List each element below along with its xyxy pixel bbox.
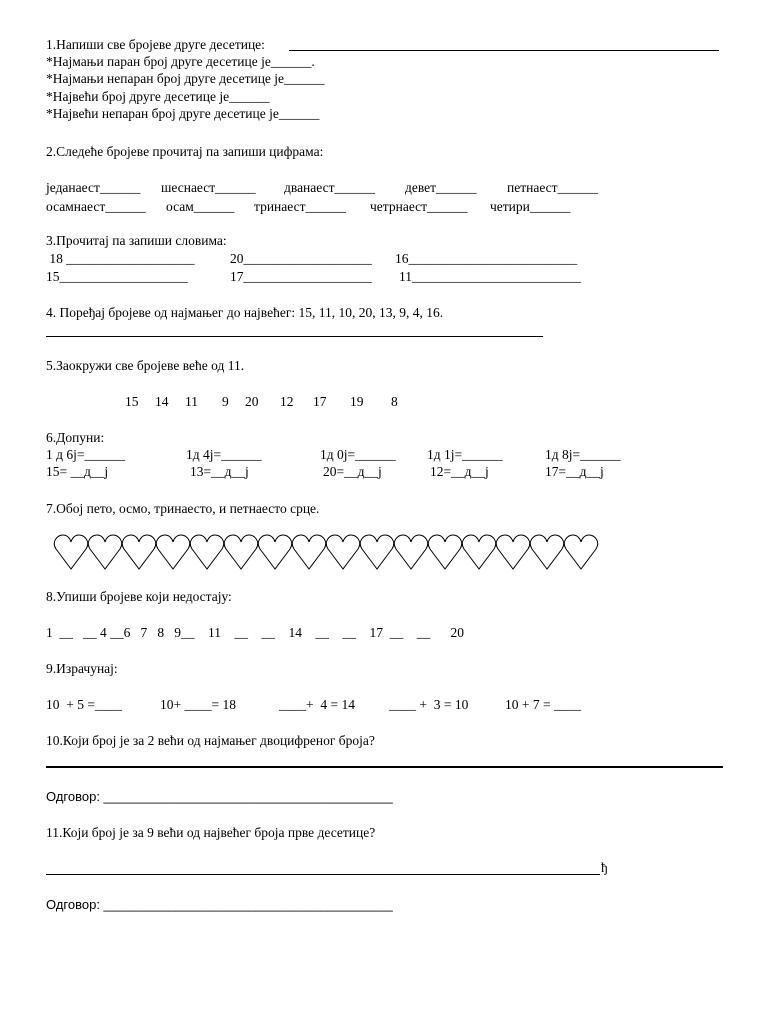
task-5-number[interactable]: 9 (222, 394, 229, 409)
task-10-title: 10.Који број је за 2 већи од најмањег двоцифреног броја? (46, 733, 375, 748)
task-8-sequence: 1 __ __ 4 __6 7 8 9__ 11 __ __ 14 __ __ 17 __ __ 20 (46, 625, 464, 640)
task-6-item: 1д 4ј=______ (186, 447, 262, 462)
task-2-item: четири______ (490, 199, 571, 214)
task-2-item: девет______ (405, 180, 477, 195)
task-5-number[interactable]: 8 (391, 394, 398, 409)
task-6-item: 20=__д__ј (323, 464, 382, 479)
hearts-row (52, 533, 612, 573)
task-2-item: четрнаест______ (370, 199, 468, 214)
task-7-title: 7.Обој пето, осмо, тринаесто, и петнаесто срце. (46, 501, 320, 516)
task-6-item: 12=__д__ј (430, 464, 489, 479)
task-3-item: 11_________________________ (399, 269, 581, 284)
task-6-item: 17=__д__ј (545, 464, 604, 479)
task-9-item: ____ + 3 = 10 (389, 697, 469, 712)
heart-shape-8[interactable] (292, 535, 325, 569)
task-2-item: осамнаест______ (46, 199, 146, 214)
task-5-number[interactable]: 15 (125, 394, 139, 409)
heart-shape-12[interactable] (428, 535, 461, 569)
task-3-item: 17___________________ (230, 269, 372, 284)
task-6-item: 1 д 6ј=______ (46, 447, 125, 462)
task-6-item: 1д 8ј=______ (545, 447, 621, 462)
task-9-item: ____+ 4 = 14 (279, 697, 355, 712)
task-11-title: 11.Који број је за 9 већи од највећег броја прве десетице? (46, 825, 376, 840)
heart-shape-13[interactable] (462, 535, 495, 569)
task-11-mark: ђ (601, 860, 608, 875)
heart-shape-15[interactable] (530, 535, 563, 569)
task-5-number[interactable]: 14 (155, 394, 169, 409)
heart-shape-7[interactable] (258, 535, 291, 569)
task-5-title: 5.Заокружи све бројеве веће од 11. (46, 358, 245, 373)
task-1-line-a: *Најмањи паран број друге десетице је______. (46, 54, 315, 69)
heart-shape-10[interactable] (360, 535, 393, 569)
task-5-number[interactable]: 17 (313, 394, 327, 409)
task-3-item: 16_________________________ (395, 251, 578, 266)
task-5-number[interactable]: 12 (280, 394, 294, 409)
heart-shape-11[interactable] (394, 535, 427, 569)
task-9-item: 10 + 7 = ____ (505, 697, 581, 712)
task-6-item: 1д 1ј=______ (427, 447, 503, 462)
task-3-title: 3.Прочитај па запиши словима: (46, 233, 227, 248)
heart-shape-6[interactable] (224, 535, 257, 569)
task-2-item: осам______ (166, 199, 235, 214)
task-5-number[interactable]: 20 (245, 394, 259, 409)
task-1-line-b: *Најмањи непаран број друге десетице је______ (46, 71, 325, 86)
task-2-item: петнаест______ (507, 180, 599, 195)
task-8-title: 8.Упиши бројеве који недостају: (46, 589, 232, 604)
task-9-item: 10 + 5 =____ (46, 697, 122, 712)
task-1-line-d: *Највећи непаран број друге десетице је______ (46, 106, 320, 121)
task-11-answer: Одговор: ________________________________________ (46, 897, 393, 912)
task-4-title: 4. Поређај бројеве од најмањег до највећег: 15, 11, 10, 20, 13, 9, 4, 16. (46, 305, 444, 320)
task-6-item: 13=__д__ј (190, 464, 249, 479)
heart-shape-14[interactable] (496, 535, 529, 569)
task-1-answer-line[interactable] (289, 50, 719, 51)
task-2-title: 2.Следеће бројеве прочитај па запиши цифрама: (46, 144, 324, 159)
task-6-item: 1д 0ј=______ (320, 447, 396, 462)
task-5-number[interactable]: 11 (185, 394, 198, 409)
task-6-item: 15= __д__ј (46, 464, 109, 479)
task-3-item: 18 ___________________ (46, 251, 195, 266)
heart-shape-2[interactable] (88, 535, 121, 569)
task-11-answer-line[interactable] (46, 874, 600, 875)
task-5-number[interactable]: 19 (350, 394, 364, 409)
task-3-item: 15___________________ (46, 269, 188, 284)
heart-shape-16[interactable] (564, 535, 597, 569)
task-6-title: 6.Допуни: (46, 430, 105, 445)
task-2-item: једанаест______ (46, 180, 141, 195)
task-9-title: 9.Израчунај: (46, 661, 118, 676)
task-3-item: 20___________________ (230, 251, 372, 266)
task-2-item: дванаест______ (284, 180, 375, 195)
heart-shape-3[interactable] (122, 535, 155, 569)
task-2-item: тринаест______ (254, 199, 346, 214)
heart-shape-5[interactable] (190, 535, 223, 569)
task-9-item: 10+ ____= 18 (160, 697, 236, 712)
task-10-answer: Одговор: ________________________________________ (46, 789, 393, 804)
task-2-item: шеснаест______ (161, 180, 256, 195)
heart-shape-4[interactable] (156, 535, 189, 569)
task-1-line-c: *Највећи број друге десетице је______ (46, 89, 270, 104)
task-1-title: 1.Напиши све бројеве друге десетице: (46, 37, 265, 52)
heart-shape-1[interactable] (54, 535, 87, 569)
heart-shape-9[interactable] (326, 535, 359, 569)
task-10-answer-line[interactable] (46, 766, 723, 768)
task-4-answer-line[interactable] (46, 336, 543, 337)
